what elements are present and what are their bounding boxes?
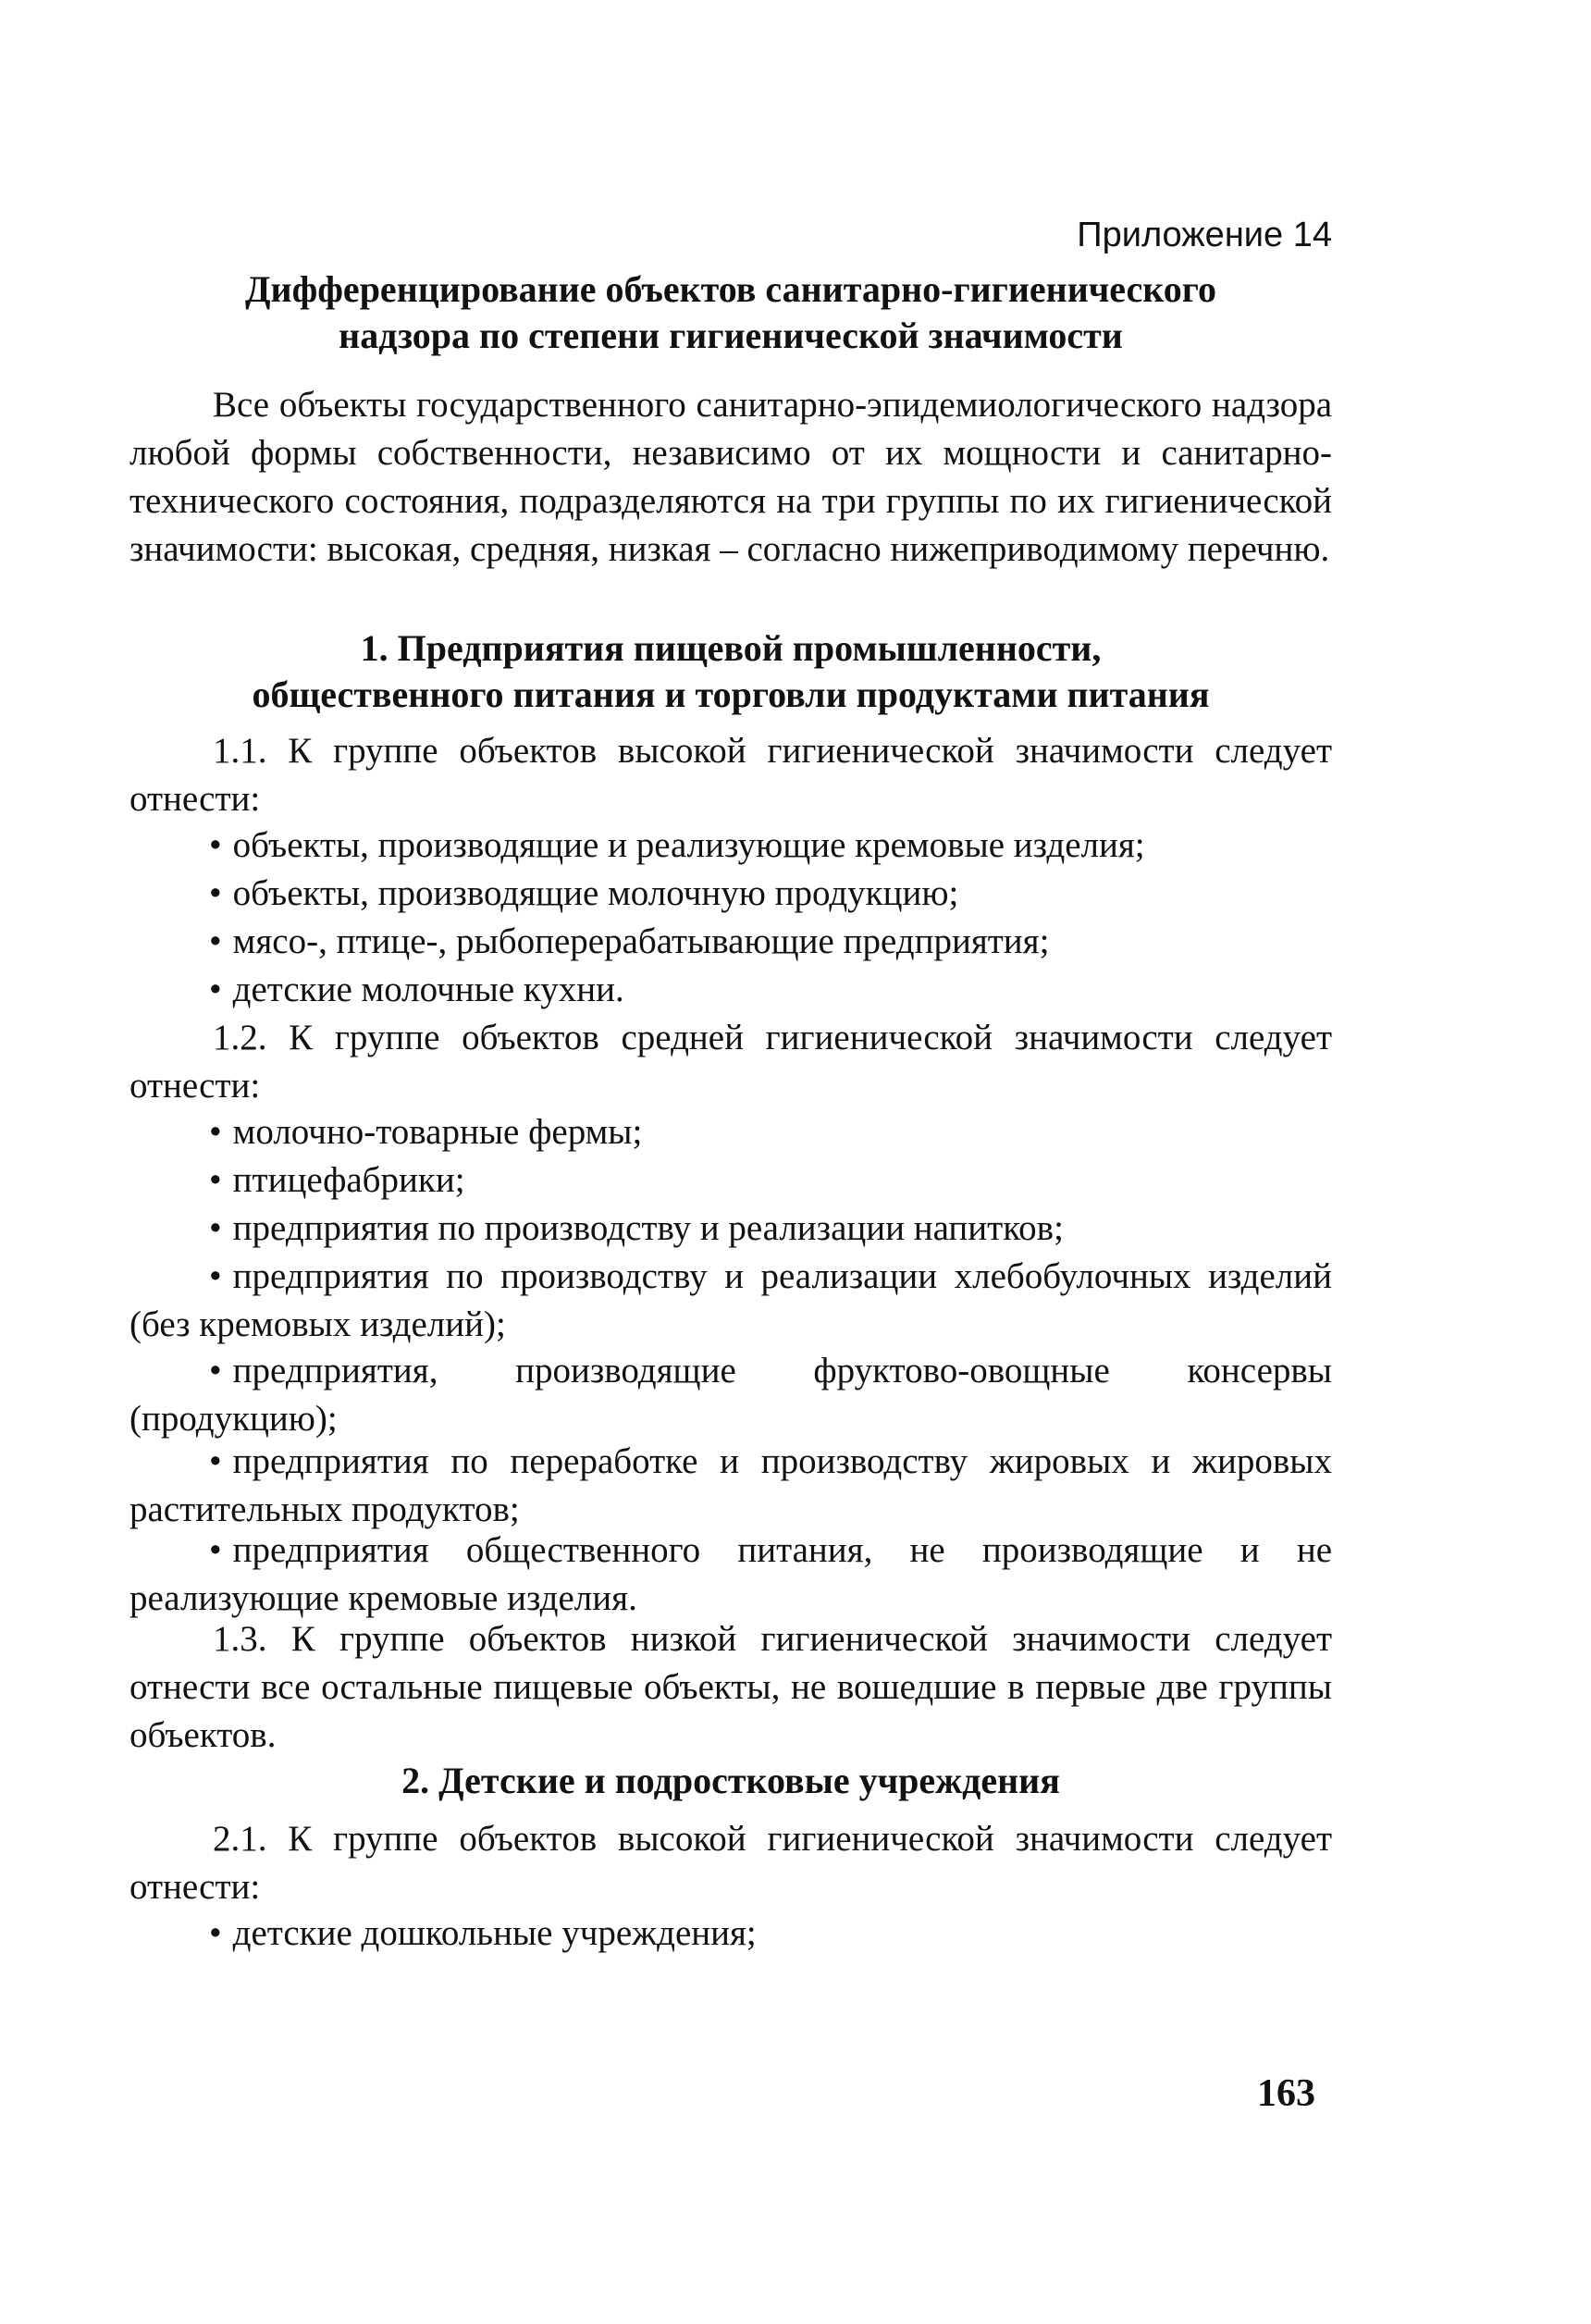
bullet-text: детские молочные кухни. — [232, 970, 624, 1009]
bullet-item — [130, 918, 1332, 966]
bullet-item — [130, 966, 1332, 1014]
document-title — [130, 266, 1332, 359]
bullet-text: мясо-, птице-, рыбоперерабатывающие предприятия; — [232, 921, 1050, 961]
bullet-item — [130, 1347, 1332, 1443]
bullet-item — [130, 870, 1332, 918]
intro-paragraph: Все объекты государственного санитарно-эпидемиологического надзора любой формы собственности, независимо от их мощности и санитарно-технического состояния, подразделяются на три группы по их гигиенической значимости: высокая, средняя, низкая – согласно нижеприводимому перечню. — [130, 385, 1332, 569]
bullet-marker: • — [209, 921, 222, 961]
bullet-text: предприятия, производящие фруктово-овощные консервы (продукцию); — [130, 1351, 1332, 1439]
bullet-text: предприятия по переработке и производству жировых и жировых растительных продуктов; — [130, 1441, 1332, 1529]
bullet-item — [130, 1156, 1332, 1205]
section-1-heading-line: 1. Предприятия пищевой промышленности, — [360, 627, 1102, 669]
bullet-item — [130, 1438, 1332, 1534]
bullet-marker: • — [209, 1160, 222, 1200]
appendix-label: Приложение 14 — [1077, 216, 1332, 254]
bullet-item — [130, 1205, 1332, 1253]
bullet-item — [130, 1253, 1332, 1349]
document-page — [130, 0, 1332, 2324]
section-1-heading-line: общественного питания и торговли продуктами питания — [252, 674, 1210, 715]
bullet-marker: • — [209, 1441, 222, 1481]
document-title-line: Дифференцирование объектов санитарно-гигиенического — [245, 268, 1216, 310]
bullet-marker: • — [209, 1913, 222, 1953]
bullet-marker: • — [209, 825, 222, 865]
bullet-text: предприятия по производству и реализации хлебобулочных изделий (без кремовых изделий); — [130, 1256, 1332, 1344]
bullet-marker: • — [209, 970, 222, 1009]
bullet-marker: • — [209, 1351, 222, 1391]
bullet-text: детские дошкольные учреждения; — [232, 1913, 757, 1953]
bullet-item — [130, 1910, 1332, 1958]
bullet-item — [130, 1108, 1332, 1156]
bullet-text: молочно-товарные фермы; — [232, 1112, 643, 1152]
bullet-marker: • — [209, 1208, 222, 1248]
bullet-marker: • — [209, 1112, 222, 1152]
bullet-text: птицефабрики; — [232, 1160, 465, 1200]
section-1-heading — [130, 625, 1332, 718]
bullet-marker: • — [209, 873, 222, 913]
page-number: 163 — [1257, 2072, 1315, 2115]
bullet-item — [130, 1527, 1332, 1623]
bullet-text: объекты, производящие молочную продукцию; — [232, 873, 959, 913]
section-2-heading: 2. Детские и подростковые учреждения — [401, 1760, 1060, 1801]
bullet-item — [130, 822, 1332, 870]
paragraph-2-1: 2.1. К группе объектов высокой гигиенической значимости следует отнести: — [130, 1819, 1332, 1907]
paragraph-1-2: 1.2. К группе объектов средней гигиенической значимости следует отнести: — [130, 1018, 1332, 1106]
bullet-text: предприятия общественного питания, не производящие и не реализующие кремовые изделия. — [130, 1530, 1332, 1618]
paragraph-1-3: 1.3. К группе объектов низкой гигиенической значимости следует отнести все остальные пищевые объекты, не вошедшие в первые две группы объектов. — [130, 1619, 1332, 1755]
paragraph-1-1: 1.1. К группе объектов высокой гигиенической значимости следует отнести: — [130, 731, 1332, 819]
bullet-text: объекты, производящие и реализующие кремовые изделия; — [232, 825, 1145, 865]
bullet-marker: • — [209, 1256, 222, 1296]
bullet-marker: • — [209, 1530, 222, 1570]
bullet-text: предприятия по производству и реализации напитков; — [232, 1208, 1064, 1248]
document-title-line: надзора по степени гигиенической значимости — [339, 315, 1123, 356]
